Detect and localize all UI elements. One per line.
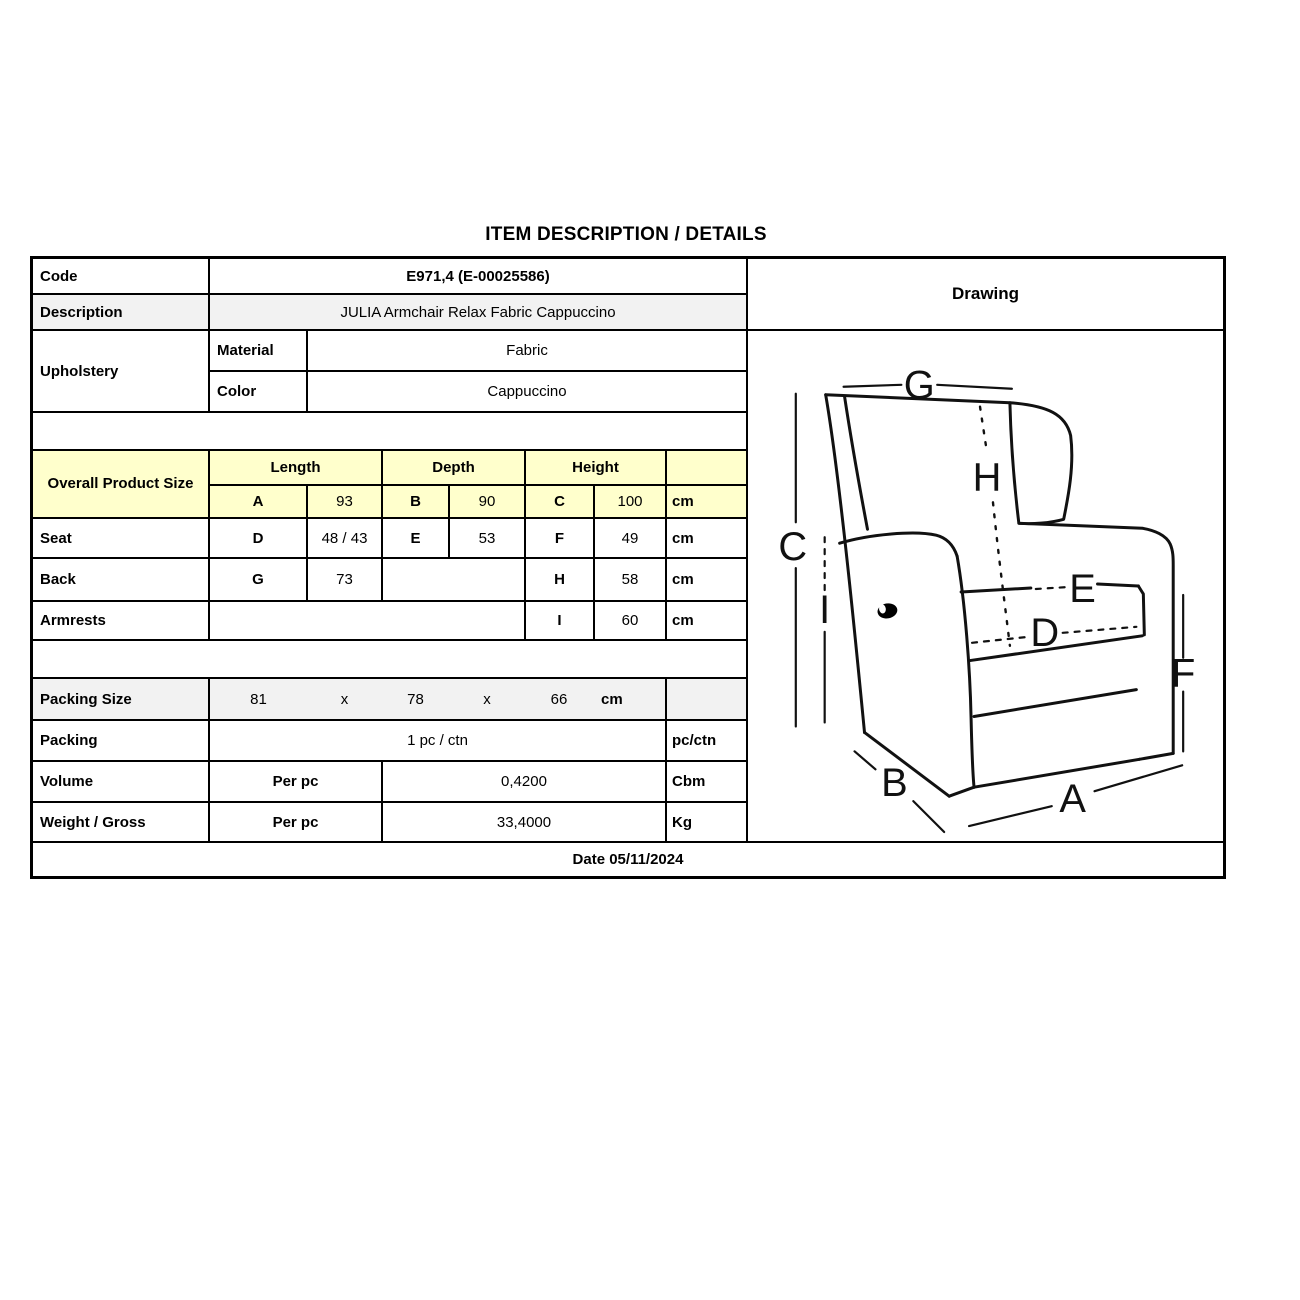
spacer-row [33, 413, 746, 449]
overall-length-letter: A [210, 486, 306, 517]
height-header: Height [526, 451, 665, 484]
seat-depth-letter: E [383, 519, 448, 557]
back-unit: cm [667, 559, 746, 600]
packing-size-sep1: x [340, 690, 349, 708]
seat-label: Seat [33, 519, 208, 557]
seat-depth-value: 53 [450, 519, 524, 557]
armrests-empty [210, 602, 524, 639]
overall-height-letter: C [526, 486, 593, 517]
armrests-label: Armrests [33, 602, 208, 639]
dim-label-c: C [778, 525, 808, 570]
dim-label-b: B [881, 761, 908, 806]
chair-armrest-end-cap [1138, 586, 1144, 635]
dim-line-b-upper [855, 751, 876, 769]
dim-label-e: E [1069, 566, 1096, 611]
length-header: Length [210, 451, 381, 484]
overall-height-value: 100 [595, 486, 665, 517]
dim-label-i: I [819, 587, 831, 632]
overall-depth-value: 90 [450, 486, 524, 517]
description-value: JULIA Armchair Relax Fabric Cappuccino [210, 295, 746, 329]
spec-table [30, 256, 1226, 879]
packing-size-unit: cm [601, 690, 623, 708]
back-height-letter: H [526, 559, 593, 600]
drawing-header: Drawing [748, 259, 1223, 329]
packing-value: 1 pc / ctn [210, 721, 665, 760]
back-empty [383, 559, 524, 600]
dim-label-d: D [1030, 610, 1060, 655]
seat-length-value: 48 / 43 [308, 519, 381, 557]
dim-line-g-right [937, 385, 1012, 389]
weight-value: 33,4000 [383, 803, 665, 841]
dim-line-d-left [972, 637, 1029, 643]
packing-size-values [210, 679, 665, 719]
volume-basis: Per pc [210, 762, 381, 801]
chair-right-bottom-edge [1139, 753, 1173, 759]
chair-armrest-strip-right [1098, 584, 1139, 586]
size-header-empty [667, 451, 746, 484]
chair-apron-line [974, 690, 1136, 717]
overall-length-value: 93 [308, 486, 381, 517]
dim-line-a-left [969, 806, 1052, 826]
packing-size-sep2: x [483, 690, 491, 708]
packing-size-dim1: 81 [250, 690, 267, 708]
packing-unit: pc/ctn [667, 721, 746, 760]
back-label: Back [33, 559, 208, 600]
volume-label: Volume [33, 762, 208, 801]
packing-size-dim2: 78 [407, 690, 424, 708]
packing-size-dim3: 66 [550, 690, 568, 708]
depth-header: Depth [383, 451, 524, 484]
material-label: Material [210, 331, 306, 370]
packing-label: Packing [33, 721, 208, 760]
dim-line-h-upper [980, 407, 987, 453]
code-value: E971,4 (E-00025586) [210, 259, 746, 293]
dim-line-g-left [844, 385, 902, 387]
chair-base-step [949, 787, 974, 796]
page-title: ITEM DESCRIPTION / DETAILS [485, 224, 767, 245]
size-header-label: Overall Product Size [33, 451, 208, 517]
dim-line-a-right [1095, 765, 1183, 791]
dim-label-f: F [1170, 651, 1196, 696]
upholstery-label: Upholstery [33, 331, 208, 411]
packing-size-label: Packing Size [33, 679, 208, 719]
armrests-height-value: 60 [595, 602, 665, 639]
dim-label-a: A [1059, 777, 1086, 822]
back-height-value: 58 [595, 559, 665, 600]
armrests-height-letter: I [526, 602, 593, 639]
description-label: Description [33, 295, 208, 329]
volume-unit: Cbm [667, 762, 746, 801]
chair-right-wing [1010, 403, 1072, 524]
back-length-letter: G [210, 559, 306, 600]
seat-height-value: 49 [595, 519, 665, 557]
dim-label-h: H [972, 455, 1002, 500]
spacer-row-2 [33, 641, 746, 677]
code-label: Code [33, 259, 208, 293]
color-value: Cappuccino [308, 372, 746, 411]
dim-line-h-lower [993, 502, 1010, 645]
packing-size-empty [667, 679, 746, 719]
color-label: Color [210, 372, 306, 411]
seat-unit: cm [667, 519, 746, 557]
back-length-value: 73 [308, 559, 381, 600]
seat-length-letter: D [210, 519, 306, 557]
weight-basis: Per pc [210, 803, 381, 841]
armchair-drawing [748, 331, 1223, 841]
weight-unit: Kg [667, 803, 746, 841]
dim-label-g: G [903, 363, 935, 408]
chair-left-arm-top [840, 533, 958, 556]
date-row: Date 05/11/2024 [33, 843, 1223, 876]
drawing-cell [748, 331, 1223, 841]
seat-height-letter: F [526, 519, 593, 557]
overall-unit: cm [667, 486, 746, 517]
chair-armrest-strip-top [961, 588, 1031, 592]
chair-left-stile-inner [845, 397, 868, 529]
dim-line-e-left [1036, 587, 1069, 589]
dim-line-b-lower [913, 801, 944, 832]
volume-value: 0,4200 [383, 762, 665, 801]
chair-front-bottom-edge [974, 759, 1139, 787]
chair-left-outer-edge [826, 395, 865, 733]
material-value: Fabric [308, 331, 746, 370]
armrests-unit: cm [667, 602, 746, 639]
dim-line-d-right [1063, 627, 1137, 633]
weight-label: Weight / Gross [33, 803, 208, 841]
overall-depth-letter: B [383, 486, 448, 517]
